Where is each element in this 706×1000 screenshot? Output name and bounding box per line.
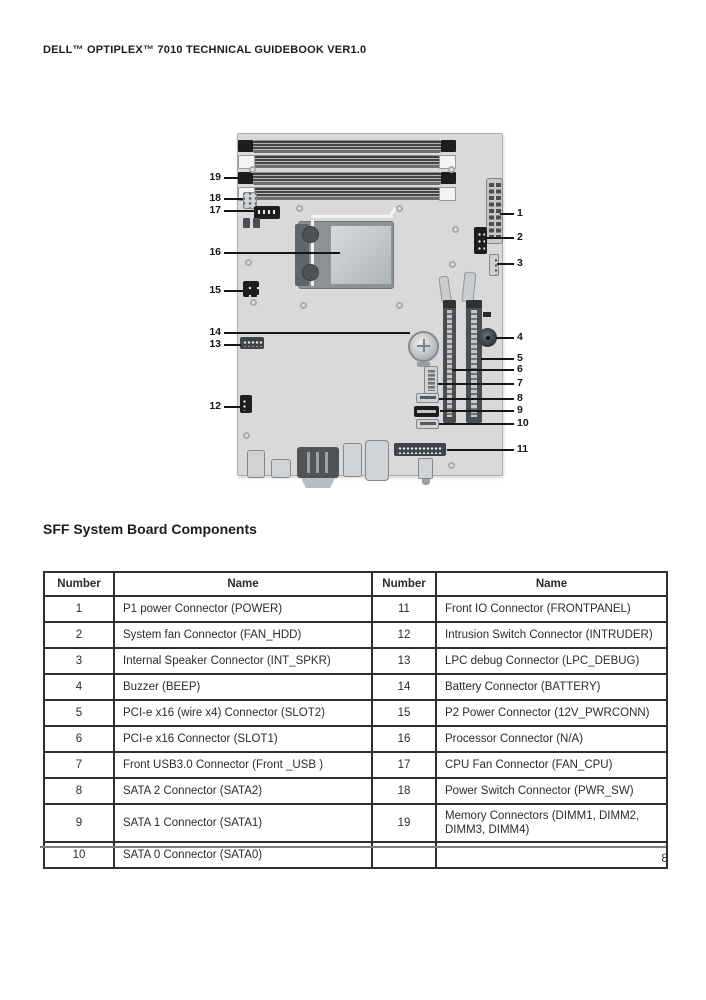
cell-name: Buzzer (BEEP) — [114, 674, 372, 700]
cell-number: 2 — [44, 622, 114, 648]
cell-name: CPU Fan Connector (FAN_CPU) — [436, 752, 667, 778]
screw-hole-icon — [245, 259, 252, 266]
speaker-connector-icon — [489, 254, 499, 276]
rear-usb-port-icon — [247, 450, 265, 478]
cell-number: 15 — [372, 700, 436, 726]
callout-line-11 — [447, 449, 514, 451]
lpc-debug-header-icon — [240, 337, 264, 349]
callout-line-15 — [224, 290, 243, 292]
table-row — [44, 778, 667, 804]
cell-name: Power Switch Connector (PWR_SW) — [436, 778, 667, 804]
screw-hole-icon — [296, 205, 303, 212]
callout-label-4: 4 — [517, 331, 523, 343]
callout-line-5 — [481, 358, 514, 360]
screw-hole-icon — [452, 226, 459, 233]
cell-number: 14 — [372, 674, 436, 700]
callout-label-17: 17 — [209, 204, 221, 216]
cell-name: PCI-e x16 Connector (SLOT1) — [114, 726, 372, 752]
callout-line-6 — [452, 369, 514, 371]
callout-label-9: 9 — [517, 404, 523, 416]
screw-hole-icon — [449, 261, 456, 268]
cell-name: PCI-e x16 (wire x4) Connector (SLOT2) — [114, 700, 372, 726]
callout-line-1 — [500, 213, 514, 215]
sata0-connector-icon — [416, 419, 439, 429]
callout-line-12 — [224, 406, 240, 408]
cell-number: 19 — [372, 804, 436, 842]
table-header-name-right: Name — [436, 572, 667, 596]
table-row — [44, 622, 667, 648]
callout-line-9 — [440, 410, 514, 412]
cell-number: 12 — [372, 622, 436, 648]
cell-number: 10 — [44, 842, 114, 868]
callout-line-14 — [224, 332, 410, 334]
board-component-icon — [483, 312, 491, 317]
cell-number: 16 — [372, 726, 436, 752]
callout-label-16: 16 — [209, 246, 221, 258]
cell-name: Front USB3.0 Connector (Front _USB ) — [114, 752, 372, 778]
cell-name: Processor Connector (N/A) — [436, 726, 667, 752]
cell-number: 1 — [44, 596, 114, 622]
callout-line-18 — [224, 198, 243, 200]
callout-line-17 — [224, 210, 254, 212]
pcie-slot2-icon — [466, 300, 482, 423]
table-row — [44, 674, 667, 700]
callout-label-11: 11 — [517, 443, 529, 455]
dimm-slot-icon — [238, 140, 456, 153]
atx-power-connector-icon — [486, 178, 503, 244]
table-header-name-left: Name — [114, 572, 372, 596]
dimm-slot-icon — [238, 187, 456, 200]
table-header-number-left: Number — [44, 572, 114, 596]
callout-line-3 — [497, 263, 514, 265]
screw-hole-icon — [448, 166, 455, 173]
rear-port-icon — [343, 443, 362, 477]
table-row — [44, 804, 667, 842]
callout-label-14: 14 — [209, 326, 221, 338]
callout-label-7: 7 — [517, 377, 523, 389]
sata1-connector-icon — [414, 406, 439, 417]
screw-hole-icon — [250, 299, 257, 306]
components-table-body — [44, 596, 667, 868]
screw-hole-icon — [448, 462, 455, 469]
table-row — [44, 752, 667, 778]
screw-hole-icon — [300, 302, 307, 309]
cell-number: 18 — [372, 778, 436, 804]
cell-name: Memory Connectors (DIMM1, DIMM2, DIMM3, DIMM4) — [436, 804, 667, 842]
cpu-lever-icon — [311, 215, 393, 218]
callout-label-10: 10 — [517, 417, 529, 429]
cell-name: Battery Connector (BATTERY) — [436, 674, 667, 700]
cell-name: LPC debug Connector (LPC_DEBUG) — [436, 648, 667, 674]
callout-line-10 — [439, 423, 514, 425]
callout-line-8 — [439, 398, 514, 400]
callout-label-19: 19 — [209, 171, 221, 183]
callout-line-13 — [224, 344, 241, 346]
callout-label-2: 2 — [517, 231, 523, 243]
p2-power-connector-icon — [243, 281, 259, 297]
screw-hole-icon — [396, 302, 403, 309]
cell-number: 4 — [44, 674, 114, 700]
rear-audio-jack-icon — [422, 479, 430, 485]
cell-name: SATA 1 Connector (SATA1) — [114, 804, 372, 842]
cell-name: Internal Speaker Connector (INT_SPKR) — [114, 648, 372, 674]
cell-number: 5 — [44, 700, 114, 726]
document-title: DELL™ OPTIPLEX™ 7010 TECHNICAL GUIDEBOOK VER1.0 — [43, 44, 367, 56]
rear-vga-shell-icon — [301, 478, 335, 488]
page-number: 8 — [661, 851, 668, 865]
screw-hole-icon — [243, 432, 250, 439]
cell-name: System fan Connector (FAN_HDD) — [114, 622, 372, 648]
callout-label-3: 3 — [517, 257, 523, 269]
cell-number: 13 — [372, 648, 436, 674]
table-header-row — [44, 572, 667, 596]
cell-name: P2 Power Connector (12V_PWRCONN) — [436, 700, 667, 726]
cell-number: 8 — [44, 778, 114, 804]
cell-number: 6 — [44, 726, 114, 752]
table-row — [44, 700, 667, 726]
cpu-socket-plate-icon — [330, 225, 392, 285]
screw-hole-icon — [249, 166, 256, 173]
front-usb3-header-icon — [424, 366, 438, 394]
callout-label-12: 12 — [209, 400, 221, 412]
front-io-header-icon — [394, 443, 446, 456]
callout-line-2 — [487, 237, 514, 239]
rear-audio-jack-icon — [418, 458, 433, 479]
components-table — [43, 571, 668, 869]
screw-hole-icon — [396, 205, 403, 212]
socket-cam-icon — [302, 264, 319, 281]
cell-name: P1 power Connector (POWER) — [114, 596, 372, 622]
system-fan-connector-icon — [474, 227, 487, 254]
callout-line-4 — [496, 337, 514, 339]
battery-plus-icon — [423, 339, 425, 352]
board-component-icon — [243, 218, 250, 228]
callout-label-1: 1 — [517, 207, 523, 219]
table-row — [44, 726, 667, 752]
callout-line-19 — [224, 177, 240, 179]
rear-vga-port-icon — [297, 447, 339, 478]
table-row — [44, 596, 667, 622]
sata2-connector-icon — [416, 393, 439, 403]
cell-number: 11 — [372, 596, 436, 622]
pcie-slot1-icon — [443, 300, 456, 423]
cell-name: Front IO Connector (FRONTPANEL) — [436, 596, 667, 622]
callout-line-7 — [438, 383, 514, 385]
buzzer-icon — [478, 328, 497, 347]
rear-port-icon — [365, 440, 389, 481]
callout-label-5: 5 — [517, 352, 523, 364]
rear-usb-port-icon — [271, 459, 291, 478]
callout-label-6: 6 — [517, 363, 523, 375]
callout-label-18: 18 — [209, 192, 221, 204]
dimm-slot-icon — [238, 172, 456, 185]
callout-label-13: 13 — [209, 338, 221, 350]
dimm-slot-icon — [238, 155, 456, 168]
cell-number: 17 — [372, 752, 436, 778]
cell-number: 3 — [44, 648, 114, 674]
callout-label-15: 15 — [209, 284, 221, 296]
cell-name: SATA 2 Connector (SATA2) — [114, 778, 372, 804]
callout-label-8: 8 — [517, 392, 523, 404]
footer-rule — [40, 846, 666, 848]
table-header-number-right: Number — [372, 572, 436, 596]
cell-number: 7 — [44, 752, 114, 778]
table-row — [44, 648, 667, 674]
intrusion-switch-icon — [240, 395, 252, 413]
socket-cam-icon — [302, 226, 319, 243]
callout-line-16 — [224, 252, 340, 254]
cell-number: 9 — [44, 804, 114, 842]
board-component-icon — [253, 218, 260, 228]
cell-name: Intrusion Switch Connector (INTRUDER) — [436, 622, 667, 648]
section-heading: SFF System Board Components — [43, 521, 257, 537]
cell-name: SATA 0 Connector (SATA0) — [114, 842, 372, 868]
